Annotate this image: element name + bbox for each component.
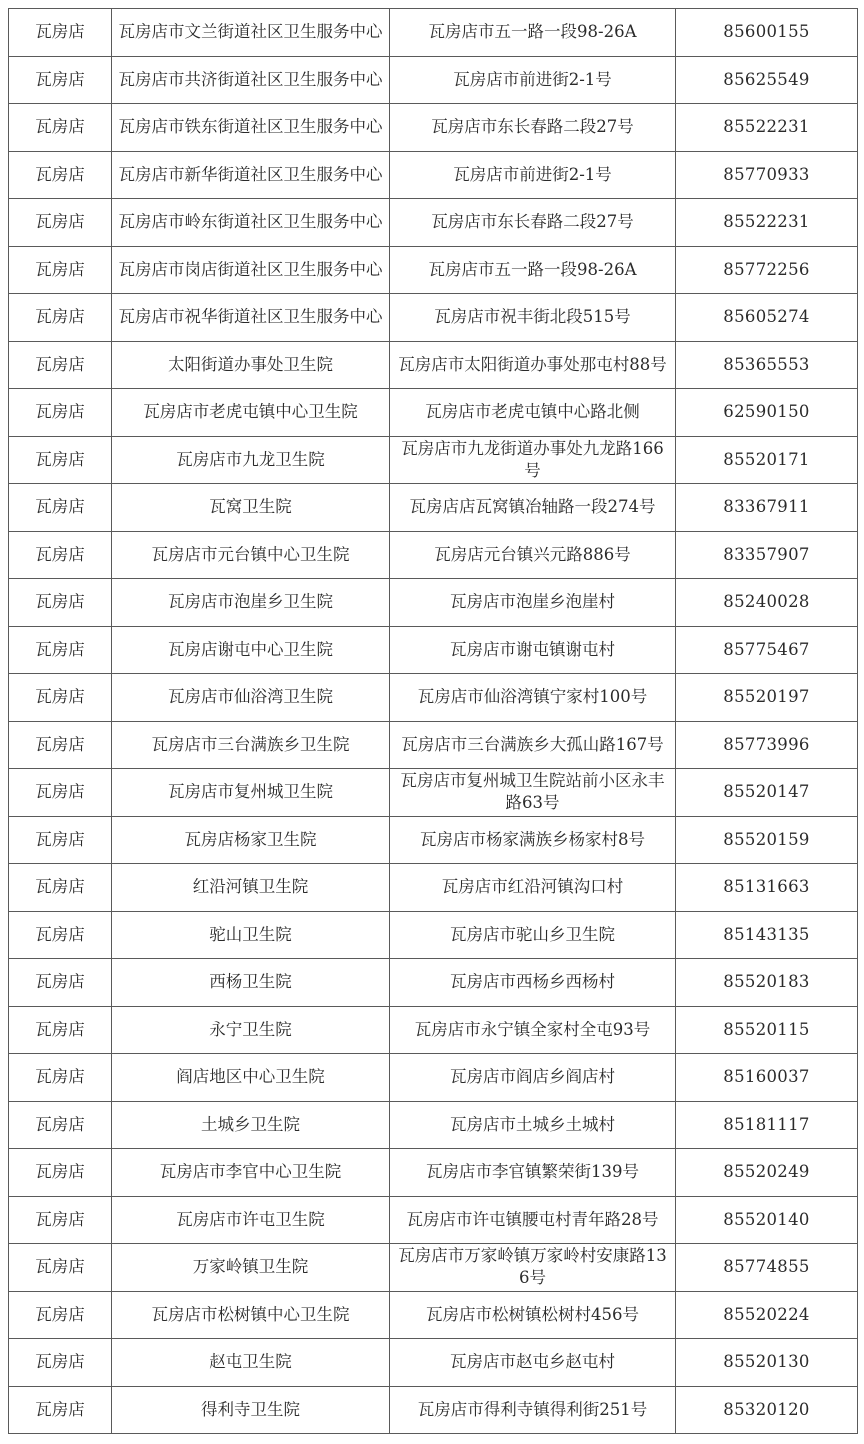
cell-phone: 85320120 <box>676 1386 858 1434</box>
cell-facility-name: 瓦窝卫生院 <box>112 484 390 532</box>
cell-facility-name: 赵屯卫生院 <box>112 1339 390 1387</box>
cell-district: 瓦房店 <box>9 579 112 627</box>
cell-address: 瓦房店市老虎屯镇中心路北侧 <box>390 389 676 437</box>
cell-facility-name: 阎店地区中心卫生院 <box>112 1054 390 1102</box>
cell-district: 瓦房店 <box>9 816 112 864</box>
cell-address: 瓦房店市杨家满族乡杨家村8号 <box>390 816 676 864</box>
cell-district: 瓦房店 <box>9 769 112 817</box>
cell-district: 瓦房店 <box>9 199 112 247</box>
cell-district: 瓦房店 <box>9 151 112 199</box>
table-row <box>9 816 858 864</box>
cell-phone: 83367911 <box>676 484 858 532</box>
table-row <box>9 1196 858 1244</box>
table-row <box>9 9 858 57</box>
cell-phone: 85131663 <box>676 864 858 912</box>
cell-facility-name: 瓦房店市铁东街道社区卫生服务中心 <box>112 104 390 152</box>
cell-facility-name: 永宁卫生院 <box>112 1006 390 1054</box>
cell-facility-name: 驼山卫生院 <box>112 911 390 959</box>
cell-district: 瓦房店 <box>9 1291 112 1339</box>
cell-address: 瓦房店市五一路一段98-26A <box>390 9 676 57</box>
cell-facility-name: 瓦房店市泡崖乡卫生院 <box>112 579 390 627</box>
cell-phone: 85770933 <box>676 151 858 199</box>
cell-facility-name: 瓦房店市新华街道社区卫生服务中心 <box>112 151 390 199</box>
cell-district: 瓦房店 <box>9 56 112 104</box>
cell-facility-name: 太阳街道办事处卫生院 <box>112 341 390 389</box>
cell-phone: 85520171 <box>676 436 858 484</box>
cell-facility-name: 瓦房店市元台镇中心卫生院 <box>112 531 390 579</box>
table-row <box>9 484 858 532</box>
table-row <box>9 769 858 817</box>
cell-address: 瓦房店市前进街2-1号 <box>390 56 676 104</box>
cell-facility-name: 瓦房店市许屯卫生院 <box>112 1196 390 1244</box>
cell-facility-name: 得利寺卫生院 <box>112 1386 390 1434</box>
cell-phone: 85181117 <box>676 1101 858 1149</box>
cell-address: 瓦房店市松树镇松树村456号 <box>390 1291 676 1339</box>
cell-phone: 85522231 <box>676 199 858 247</box>
cell-address: 瓦房店市得利寺镇得利街251号 <box>390 1386 676 1434</box>
cell-district: 瓦房店 <box>9 1101 112 1149</box>
cell-facility-name: 瓦房店市三台满族乡卫生院 <box>112 721 390 769</box>
cell-district: 瓦房店 <box>9 674 112 722</box>
cell-phone: 85520130 <box>676 1339 858 1387</box>
cell-phone: 85520115 <box>676 1006 858 1054</box>
cell-phone: 85240028 <box>676 579 858 627</box>
table-row <box>9 1054 858 1102</box>
cell-address: 瓦房店市复州城卫生院站前小区永丰路63号 <box>390 769 676 817</box>
table-row <box>9 151 858 199</box>
cell-facility-name: 瓦房店谢屯中心卫生院 <box>112 626 390 674</box>
cell-phone: 85605274 <box>676 294 858 342</box>
cell-district: 瓦房店 <box>9 1006 112 1054</box>
health-facility-table <box>8 8 858 1434</box>
cell-district: 瓦房店 <box>9 341 112 389</box>
cell-address: 瓦房店市九龙街道办事处九龙路166号 <box>390 436 676 484</box>
cell-address: 瓦房店市西杨乡西杨村 <box>390 959 676 1007</box>
table-row <box>9 246 858 294</box>
table-row <box>9 1101 858 1149</box>
cell-facility-name: 瓦房店市岭东街道社区卫生服务中心 <box>112 199 390 247</box>
cell-facility-name: 土城乡卫生院 <box>112 1101 390 1149</box>
cell-district: 瓦房店 <box>9 1339 112 1387</box>
cell-facility-name: 红沿河镇卫生院 <box>112 864 390 912</box>
cell-address: 瓦房店市祝丰街北段515号 <box>390 294 676 342</box>
cell-phone: 85160037 <box>676 1054 858 1102</box>
cell-facility-name: 瓦房店市文兰街道社区卫生服务中心 <box>112 9 390 57</box>
cell-facility-name: 瓦房店市祝华街道社区卫生服务中心 <box>112 294 390 342</box>
cell-phone: 85365553 <box>676 341 858 389</box>
cell-address: 瓦房店市东长春路二段27号 <box>390 199 676 247</box>
table-row <box>9 436 858 484</box>
cell-district: 瓦房店 <box>9 531 112 579</box>
cell-phone: 62590150 <box>676 389 858 437</box>
table-row <box>9 579 858 627</box>
table-row <box>9 56 858 104</box>
cell-district: 瓦房店 <box>9 1386 112 1434</box>
table-row <box>9 864 858 912</box>
table-row <box>9 1244 858 1292</box>
cell-district: 瓦房店 <box>9 9 112 57</box>
table-row <box>9 389 858 437</box>
cell-district: 瓦房店 <box>9 721 112 769</box>
cell-phone: 85772256 <box>676 246 858 294</box>
cell-facility-name: 瓦房店市松树镇中心卫生院 <box>112 1291 390 1339</box>
cell-address: 瓦房店市永宁镇全家村全屯93号 <box>390 1006 676 1054</box>
cell-address: 瓦房店市李官镇繁荣街139号 <box>390 1149 676 1197</box>
table-row <box>9 199 858 247</box>
cell-phone: 85625549 <box>676 56 858 104</box>
cell-facility-name: 瓦房店市李官中心卫生院 <box>112 1149 390 1197</box>
table-row <box>9 911 858 959</box>
cell-phone: 85520183 <box>676 959 858 1007</box>
cell-facility-name: 瓦房店市岗店街道社区卫生服务中心 <box>112 246 390 294</box>
cell-district: 瓦房店 <box>9 436 112 484</box>
cell-phone: 85600155 <box>676 9 858 57</box>
cell-phone: 85520159 <box>676 816 858 864</box>
cell-address: 瓦房店市三台满族乡大孤山路167号 <box>390 721 676 769</box>
cell-phone: 85520224 <box>676 1291 858 1339</box>
table-row <box>9 1291 858 1339</box>
table-row <box>9 1149 858 1197</box>
cell-phone: 85520197 <box>676 674 858 722</box>
cell-district: 瓦房店 <box>9 294 112 342</box>
cell-phone: 85774855 <box>676 1244 858 1292</box>
cell-address: 瓦房店市许屯镇腰屯村青年路28号 <box>390 1196 676 1244</box>
cell-phone: 85143135 <box>676 911 858 959</box>
cell-district: 瓦房店 <box>9 959 112 1007</box>
cell-phone: 85520249 <box>676 1149 858 1197</box>
cell-phone: 85775467 <box>676 626 858 674</box>
cell-district: 瓦房店 <box>9 1244 112 1292</box>
cell-phone: 85773996 <box>676 721 858 769</box>
table-row <box>9 104 858 152</box>
cell-district: 瓦房店 <box>9 911 112 959</box>
cell-address: 瓦房店市太阳街道办事处那屯村88号 <box>390 341 676 389</box>
cell-district: 瓦房店 <box>9 246 112 294</box>
cell-phone: 85520147 <box>676 769 858 817</box>
table-row <box>9 294 858 342</box>
cell-district: 瓦房店 <box>9 626 112 674</box>
cell-address: 瓦房店市红沿河镇沟口村 <box>390 864 676 912</box>
cell-facility-name: 瓦房店市仙浴湾卫生院 <box>112 674 390 722</box>
table-row <box>9 674 858 722</box>
cell-facility-name: 瓦房店市老虎屯镇中心卫生院 <box>112 389 390 437</box>
table-row <box>9 531 858 579</box>
cell-address: 瓦房店市驼山乡卫生院 <box>390 911 676 959</box>
cell-address: 瓦房店市泡崖乡泡崖村 <box>390 579 676 627</box>
table-row <box>9 626 858 674</box>
cell-facility-name: 西杨卫生院 <box>112 959 390 1007</box>
cell-district: 瓦房店 <box>9 389 112 437</box>
cell-address: 瓦房店市东长春路二段27号 <box>390 104 676 152</box>
cell-facility-name: 瓦房店市复州城卫生院 <box>112 769 390 817</box>
cell-district: 瓦房店 <box>9 864 112 912</box>
cell-district: 瓦房店 <box>9 1149 112 1197</box>
cell-district: 瓦房店 <box>9 1196 112 1244</box>
cell-address: 瓦房店市前进街2-1号 <box>390 151 676 199</box>
cell-address: 瓦房店市五一路一段98-26A <box>390 246 676 294</box>
cell-district: 瓦房店 <box>9 104 112 152</box>
cell-district: 瓦房店 <box>9 1054 112 1102</box>
cell-facility-name: 万家岭镇卫生院 <box>112 1244 390 1292</box>
cell-phone: 83357907 <box>676 531 858 579</box>
cell-district: 瓦房店 <box>9 484 112 532</box>
cell-address: 瓦房店市土城乡土城村 <box>390 1101 676 1149</box>
table-row <box>9 1006 858 1054</box>
cell-address: 瓦房店市阎店乡阎店村 <box>390 1054 676 1102</box>
cell-address: 瓦房店市赵屯乡赵屯村 <box>390 1339 676 1387</box>
cell-address: 瓦房店市万家岭镇万家岭村安康路136号 <box>390 1244 676 1292</box>
cell-address: 瓦房店市仙浴湾镇宁家村100号 <box>390 674 676 722</box>
cell-facility-name: 瓦房店市九龙卫生院 <box>112 436 390 484</box>
table-row <box>9 721 858 769</box>
table-row <box>9 959 858 1007</box>
cell-address: 瓦房店元台镇兴元路886号 <box>390 531 676 579</box>
table-row <box>9 341 858 389</box>
cell-phone: 85522231 <box>676 104 858 152</box>
cell-address: 瓦房店市谢屯镇谢屯村 <box>390 626 676 674</box>
table-row <box>9 1386 858 1434</box>
cell-facility-name: 瓦房店杨家卫生院 <box>112 816 390 864</box>
cell-phone: 85520140 <box>676 1196 858 1244</box>
cell-facility-name: 瓦房店市共济街道社区卫生服务中心 <box>112 56 390 104</box>
cell-address: 瓦房店店瓦窝镇冶轴路一段274号 <box>390 484 676 532</box>
table-body <box>9 9 858 1434</box>
table-row <box>9 1339 858 1387</box>
